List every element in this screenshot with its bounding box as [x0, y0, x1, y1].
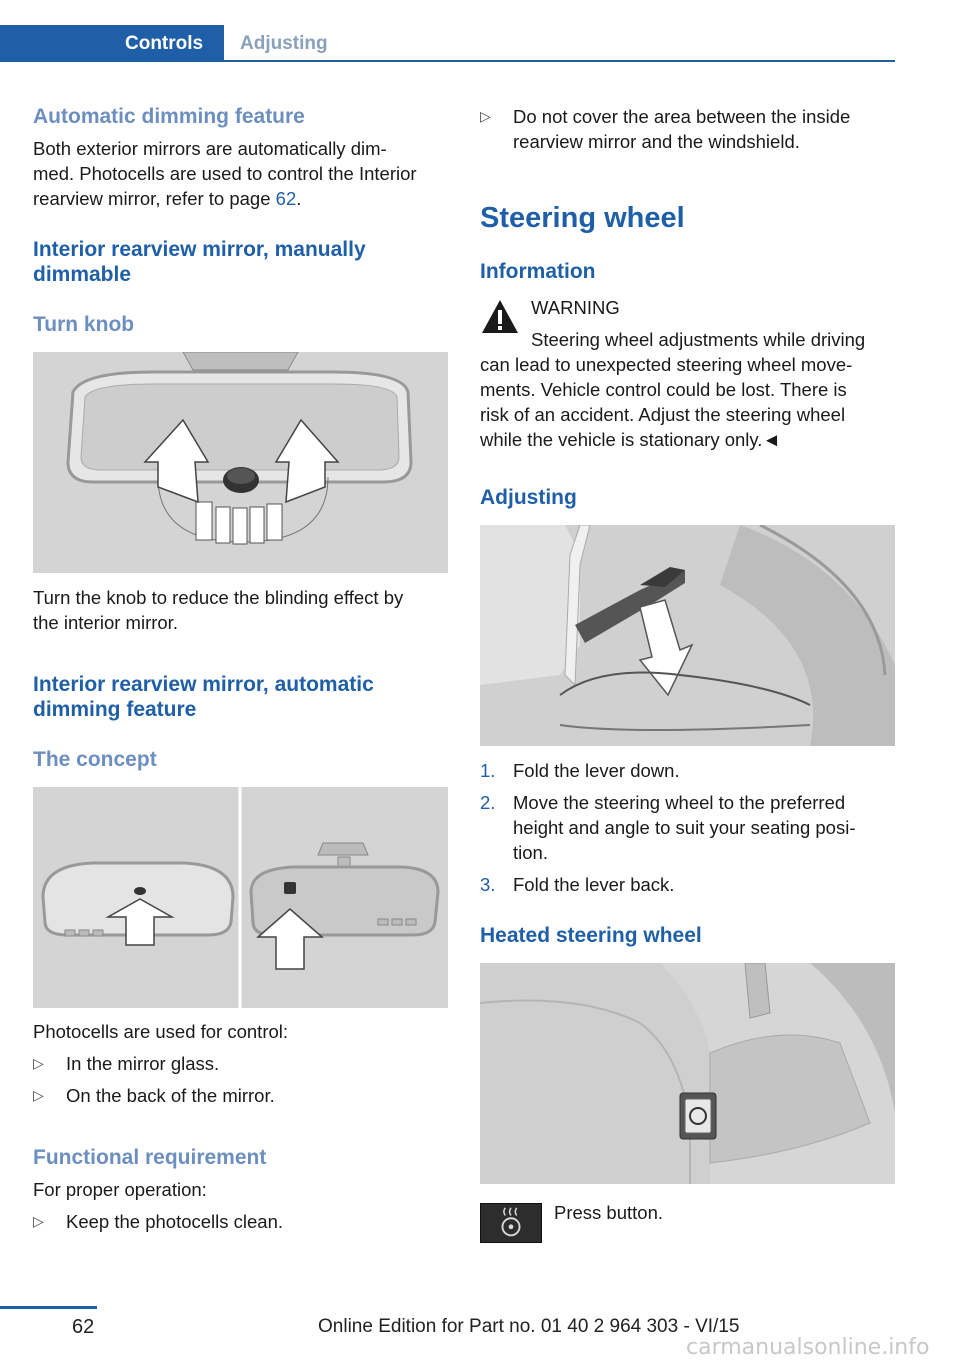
- cover-bullet: [480, 104, 895, 156]
- warning-triangle-icon: [480, 297, 520, 337]
- page-number: 62: [72, 1316, 95, 1338]
- heated-steering-figure: [480, 963, 895, 1184]
- step-text-line-2: height and angle to suit your seating posi-: [513, 817, 856, 838]
- tab-controls[interactable]: Controls: [0, 25, 224, 62]
- watermark: carmanualsonline.info: [686, 1335, 930, 1360]
- concept-figure: [33, 787, 448, 1008]
- step-text-line-1: Move the steering wheel to the preferred: [513, 792, 846, 813]
- edition-text: Online Edition for Part no. 01 40 2 964 303 - VI/15: [318, 1316, 740, 1337]
- bullet-marker: ▷: [33, 1213, 44, 1229]
- auto-dim-text-3: [33, 186, 301, 212]
- turn-knob-title: Turn knob: [33, 313, 135, 336]
- auto-dim-text-3b: .: [296, 188, 302, 209]
- auto-dim-text-2: med. Photocells are used to control the Interior: [33, 163, 417, 184]
- adjusting-title: Adjusting: [480, 486, 577, 509]
- auto-mirror-title-1: Interior rearview mirror, automatic: [33, 673, 374, 696]
- page-ref-link[interactable]: 62: [275, 188, 297, 209]
- warning-label: WARNING: [531, 297, 620, 318]
- photocells-text: Photocells are used for control:: [33, 1021, 289, 1042]
- bullet-marker: ▷: [33, 1087, 44, 1103]
- photocell-bullet-1: [33, 1051, 448, 1077]
- func-req-text: For proper operation:: [33, 1179, 207, 1200]
- warning-line-4: risk of an accident. Adjust the steering wheel: [480, 404, 846, 425]
- step-text: Fold the lever down.: [513, 760, 680, 781]
- step-1: [480, 758, 895, 784]
- bullet-text: Keep the photocells clean.: [66, 1211, 284, 1232]
- func-req-bullet-1: [33, 1209, 448, 1235]
- turn-knob-figure: [33, 352, 448, 573]
- step-number: 3.: [480, 874, 496, 895]
- photocell-bullet-2: [33, 1083, 448, 1109]
- manual-dim-title-2: dimmable: [33, 263, 132, 286]
- step-number: 1.: [480, 760, 496, 781]
- auto-dim-text-3a: rearview mirror, refer to page: [33, 188, 276, 209]
- information-title: Information: [480, 260, 596, 283]
- tab-adjusting[interactable]: Adjusting: [240, 33, 328, 54]
- warning-line-3: ments. Vehicle control could be lost. There is: [480, 379, 847, 400]
- footer-rule: [0, 1306, 97, 1309]
- press-button-text: Press button.: [554, 1202, 664, 1223]
- step-3: [480, 872, 895, 898]
- cover-bullet-line-1: Do not cover the area between the inside: [513, 106, 851, 127]
- warning-line-5: while the vehicle is stationary only.◄: [480, 429, 781, 450]
- step-number: 2.: [480, 792, 496, 813]
- auto-dim-text-1: Both exterior mirrors are automatically dim-: [33, 138, 387, 159]
- steering-wheel-title: Steering wheel: [480, 202, 685, 234]
- func-req-title: Functional requirement: [33, 1146, 267, 1169]
- heated-steering-button-icon: [480, 1203, 542, 1243]
- cover-bullet-line-2: rearview mirror and the windshield.: [513, 131, 800, 152]
- heated-steering-title: Heated steering wheel: [480, 924, 702, 947]
- turn-knob-text-1: Turn the knob to reduce the blinding effect by: [33, 587, 404, 608]
- manual-dim-title-1: Interior rearview mirror, manually: [33, 238, 366, 261]
- auto-mirror-title-2: dimming feature: [33, 698, 197, 721]
- warning-line-1: Steering wheel adjustments while driving: [531, 329, 866, 350]
- bullet-text: On the back of the mirror.: [66, 1085, 275, 1106]
- page-header: [0, 25, 895, 62]
- bullet-marker: ▷: [480, 108, 491, 124]
- concept-title: The concept: [33, 748, 157, 771]
- bullet-text: In the mirror glass.: [66, 1053, 220, 1074]
- steering-lever-figure: [480, 525, 895, 746]
- bullet-marker: ▷: [33, 1055, 44, 1071]
- auto-dim-title: Automatic dimming feature: [33, 105, 305, 128]
- step-text: Fold the lever back.: [513, 874, 675, 895]
- step-2: [480, 790, 895, 868]
- turn-knob-text-2: the interior mirror.: [33, 612, 178, 633]
- step-text-line-3: tion.: [513, 842, 548, 863]
- warning-line-2: can lead to unexpected steering wheel move-: [480, 354, 853, 375]
